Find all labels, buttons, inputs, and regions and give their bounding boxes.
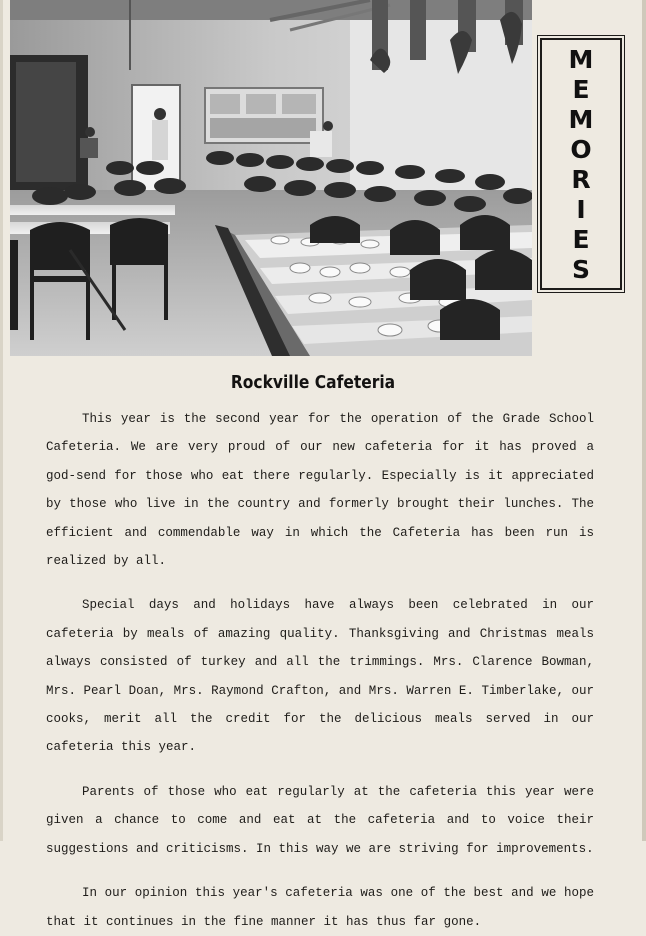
memories-letter: R <box>571 164 591 194</box>
article-paragraph: Parents of those who eat regularly at the cafeteria this year were given a chance to come and eat at the cafeteria and to voice their suggestions and criticisms. In this way we are striving for improvements. <box>46 784 594 856</box>
memories-sidebar <box>540 38 622 290</box>
article-body <box>46 405 594 936</box>
memories-letter: M <box>568 104 594 134</box>
article-paragraph: This year is the second year for the operation of the Grade School Cafeteria. We are very proud of our new cafeteria for it has proved a god-send for those who eat there regularly. Especially is it appreciated by those who live in the country and formerly brought their lunches. The efficient and commendable way in which the Cafeteria has been run is realized by all. <box>46 412 594 569</box>
memories-vertical-title <box>568 44 594 284</box>
memories-letter: I <box>576 194 586 224</box>
memories-letter: M <box>568 44 594 74</box>
article-paragraph: In our opinion this year's cafeteria was one of the best and we hope that it continues in the fine manner it has thus far gone. <box>46 886 594 929</box>
memories-letter: E <box>572 74 590 104</box>
article-title: Rockville Cafeteria <box>230 372 396 393</box>
memories-letter: O <box>570 134 592 164</box>
article-paragraph: Special days and holidays have always been celebrated in our cafeteria by meals of amazing quality. Thanksgiving and Christmas meals always consisted of turkey and all the trimmings. Mrs. Clarence Bowman, Mrs. Pearl Doan, Mrs. Raymond Crafton, and Mrs. Warren E. Timberlake, our cooks, merit all the credit for the delicious meals served in our cafeteria this year. <box>46 598 594 755</box>
memories-letter: E <box>572 224 590 254</box>
cafeteria-photo <box>10 0 532 356</box>
memories-letter: S <box>571 254 590 284</box>
